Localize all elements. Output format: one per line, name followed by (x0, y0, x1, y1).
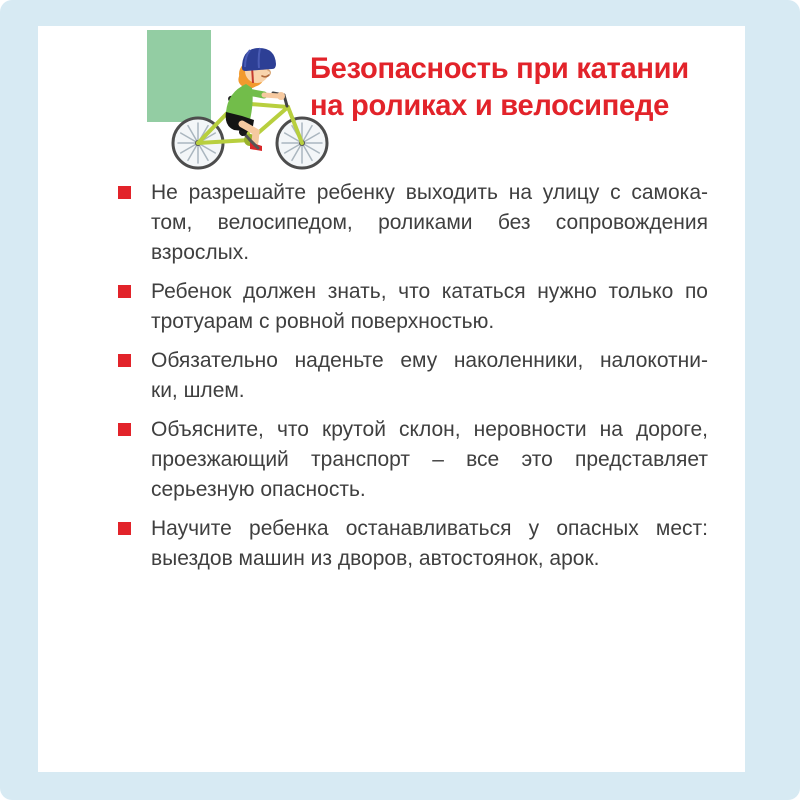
rule-text-line: проезжающий транспорт – все это представляет (151, 448, 708, 471)
rule-text (151, 178, 708, 268)
red-square-bullet-icon (118, 522, 131, 535)
poster-title-line2: на роликах и велосипеде (310, 89, 670, 122)
rule-text-line: выездов машин из дворов, автостоянок, арок. (151, 547, 600, 570)
rule-text (151, 415, 708, 505)
red-square-bullet-icon (118, 186, 131, 199)
rule-text-line: тротуарам с ровной поверхностью. (151, 310, 495, 333)
rule-text (151, 346, 708, 406)
rule-item (118, 346, 708, 406)
rule-text-line: ки, шлем. (151, 379, 245, 402)
rule-item (118, 178, 708, 268)
rule-text-line: взрослых. (151, 241, 250, 264)
rule-text-line: Объясните, что крутой склон, неровности на дороге, (151, 418, 708, 441)
rule-text-line: том, велосипедом, роликами без сопровождения (151, 211, 708, 234)
red-square-bullet-icon (118, 423, 131, 436)
rule-text-line: Не разрешайте ребенку выходить на улицу с самока- (151, 181, 708, 204)
rule-text-line: Ребенок должен знать, что кататься нужно только по (151, 280, 708, 303)
rule-text-line: Научите ребенка останавливаться у опасных мест: (151, 517, 708, 540)
rule-text (151, 277, 708, 337)
poster-title-line1: Безопасность при катании (310, 52, 689, 85)
red-square-bullet-icon (118, 354, 131, 367)
rule-item (118, 277, 708, 337)
rule-item (118, 415, 708, 505)
rule-text-line: серьезную опасность. (151, 478, 366, 501)
rule-text (151, 514, 708, 574)
rule-text-line: Обязательно наденьте ему наколенники, налокотни- (151, 349, 708, 372)
poster-card (38, 26, 745, 772)
safety-rules-list (118, 178, 708, 583)
rule-item (118, 514, 708, 574)
poster-title (310, 50, 689, 124)
red-square-bullet-icon (118, 285, 131, 298)
